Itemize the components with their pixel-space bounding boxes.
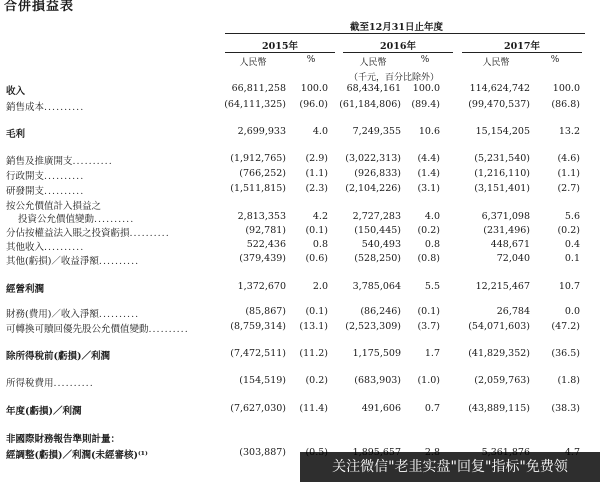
percent-cell: 10.7 xyxy=(558,281,580,292)
percent-cell: (2.9) xyxy=(305,153,328,164)
currency-header-2016: 人民幣 xyxy=(359,58,387,68)
amount-cell: (3,022,313) xyxy=(345,153,401,164)
row-label: 其他收入.......... xyxy=(6,242,85,253)
table-row xyxy=(0,403,600,416)
amount-cell: (303,887) xyxy=(239,447,286,458)
table-row xyxy=(0,281,600,294)
percent-cell: (1.4) xyxy=(417,168,440,179)
percent-cell: 0.4 xyxy=(564,239,580,250)
amount-cell: 68,434,161 xyxy=(346,83,401,94)
amount-cell: 26,784 xyxy=(496,306,530,317)
percent-cell: (96.0) xyxy=(299,99,328,110)
amount-cell: (85,867) xyxy=(245,306,286,317)
amount-cell: 66,811,258 xyxy=(231,83,286,94)
amount-cell: (8,759,314) xyxy=(230,321,286,332)
amount-cell: 491,606 xyxy=(361,403,401,414)
percent-cell: (0.1) xyxy=(417,306,440,317)
year-header-2015: 2015年 xyxy=(262,41,298,52)
percent-header-2016: % xyxy=(420,55,430,65)
amount-cell: 12,215,467 xyxy=(475,281,530,292)
amount-cell: 2,727,283 xyxy=(352,211,401,222)
percent-cell: (4.4) xyxy=(417,153,440,164)
percent-cell: 2.0 xyxy=(312,281,328,292)
amount-cell: 540,493 xyxy=(361,239,401,250)
amount-cell: (64,111,325) xyxy=(224,99,286,110)
table-row xyxy=(0,198,600,211)
amount-cell: 2,699,933 xyxy=(237,126,286,137)
table-row xyxy=(0,253,600,266)
percent-cell: 4.0 xyxy=(312,126,328,137)
percent-cell: 0.0 xyxy=(564,306,580,317)
percent-cell: 5.5 xyxy=(424,281,440,292)
percent-cell: (0.8) xyxy=(417,253,440,264)
row-label: 銷售成本.......... xyxy=(6,102,85,113)
amount-cell: (92,781) xyxy=(245,225,286,236)
table-row xyxy=(0,239,600,252)
percent-cell: 0.8 xyxy=(424,239,440,250)
row-label: 財務(費用)／收入淨額.......... xyxy=(6,309,140,320)
amount-cell: 3,785,064 xyxy=(352,281,401,292)
amount-cell: (2,104,226) xyxy=(345,183,401,194)
watermark-banner: 关注微信"老韭实盘"回复"指标"免费领 xyxy=(300,452,600,482)
table-row xyxy=(0,211,600,224)
amount-cell: (1,216,110) xyxy=(474,168,530,179)
amount-cell: (86,246) xyxy=(360,306,401,317)
amount-cell: (528,250) xyxy=(354,253,401,264)
percent-cell: 0.1 xyxy=(564,253,580,264)
row-label: 銷售及推廣開支.......... xyxy=(6,156,113,167)
percent-cell: (1.1) xyxy=(305,168,328,179)
table-row xyxy=(0,375,600,388)
table-row xyxy=(0,153,600,166)
percent-header-2017: % xyxy=(550,55,560,65)
row-label: 收入 xyxy=(6,86,26,97)
percent-cell: (0.6) xyxy=(305,253,328,264)
percent-cell: (38.3) xyxy=(551,403,580,414)
table-row xyxy=(0,126,600,139)
year-header-2017: 2017年 xyxy=(504,41,540,52)
year-rule-2015 xyxy=(225,52,335,53)
amount-cell: (5,231,540) xyxy=(474,153,530,164)
row-label: 經調整(虧損)／利潤(未經審核)⁽¹⁾ xyxy=(6,450,148,461)
amount-cell: (379,439) xyxy=(239,253,286,264)
amount-cell: 72,040 xyxy=(496,253,530,264)
amount-cell: (61,184,806) xyxy=(339,99,401,110)
amount-cell: 7,249,355 xyxy=(352,126,401,137)
percent-cell: (0.2) xyxy=(305,375,328,386)
unit-note: （千元，百分比除外） xyxy=(349,73,440,83)
period-header: 截至12月31日止年度 xyxy=(350,22,443,33)
percent-cell: (13.1) xyxy=(299,321,328,332)
percent-cell: 0.7 xyxy=(424,403,440,414)
row-label: 除所得稅前(虧損)／利潤 xyxy=(6,351,110,362)
row-label: 非國際財務報告準則計量： xyxy=(6,434,121,445)
percent-cell: (0.2) xyxy=(557,225,580,236)
row-label: 所得稅費用.......... xyxy=(6,378,94,389)
percent-cell: 4.0 xyxy=(424,211,440,222)
amount-cell: (3,151,401) xyxy=(474,183,530,194)
amount-cell: 448,671 xyxy=(490,239,530,250)
percent-cell: (86.8) xyxy=(551,99,580,110)
percent-cell: (11.2) xyxy=(299,348,328,359)
table-row xyxy=(0,321,600,334)
amount-cell: (43,889,115) xyxy=(468,403,530,414)
amount-cell: (683,903) xyxy=(354,375,401,386)
amount-cell: 15,154,205 xyxy=(475,126,530,137)
percent-cell: (3.7) xyxy=(417,321,440,332)
row-label: 其他(虧損)／收益淨額.......... xyxy=(6,256,140,267)
percent-header-2015: % xyxy=(306,55,316,65)
amount-cell: (1,511,815) xyxy=(230,183,286,194)
percent-cell: 13.2 xyxy=(558,126,580,137)
table-row xyxy=(0,225,600,238)
percent-cell: (2.7) xyxy=(557,183,580,194)
statement-title: 合併損益表 xyxy=(4,0,75,14)
percent-cell: 1.7 xyxy=(424,348,440,359)
percent-cell: (36.5) xyxy=(551,348,580,359)
table-row xyxy=(0,431,600,444)
amount-cell: 1,175,509 xyxy=(352,348,401,359)
amount-cell: 522,436 xyxy=(246,239,286,250)
table-row xyxy=(0,83,600,96)
year-rule-2016 xyxy=(343,52,453,53)
amount-cell: (7,627,030) xyxy=(230,403,286,414)
row-label: 分佔按權益法入賬之投資虧損.......... xyxy=(6,228,170,239)
row-label: 經營利潤 xyxy=(6,284,45,295)
amount-cell: (2,059,763) xyxy=(474,375,530,386)
row-label: 投資公允價值變動.......... xyxy=(18,214,135,225)
percent-cell: (89.4) xyxy=(411,99,440,110)
row-label: 年度(虧損)／利潤 xyxy=(6,406,82,417)
table-row xyxy=(0,306,600,319)
amount-cell: (231,496) xyxy=(483,225,530,236)
amount-cell: (1,912,765) xyxy=(230,153,286,164)
percent-cell: (0.2) xyxy=(417,225,440,236)
percent-cell: (0.1) xyxy=(305,225,328,236)
amount-cell: (926,833) xyxy=(354,168,401,179)
percent-cell: 10.6 xyxy=(418,126,440,137)
row-label: 研發開支.......... xyxy=(6,186,85,197)
percent-cell: (1.8) xyxy=(557,375,580,386)
percent-cell: (0.1) xyxy=(305,306,328,317)
percent-cell: 5.6 xyxy=(564,211,580,222)
year-rule-2017 xyxy=(462,52,582,53)
percent-cell: (47.2) xyxy=(551,321,580,332)
percent-cell: 100.0 xyxy=(300,83,328,94)
table-row xyxy=(0,183,600,196)
currency-header-2015: 人民幣 xyxy=(239,58,267,68)
amount-cell: (7,472,511) xyxy=(230,348,286,359)
amount-cell: (2,523,309) xyxy=(345,321,401,332)
amount-cell: (766,252) xyxy=(239,168,286,179)
row-label: 可轉換可贖回優先股公允價值變動.......... xyxy=(6,324,189,335)
year-header-2016: 2016年 xyxy=(380,41,416,52)
percent-cell: 100.0 xyxy=(552,83,580,94)
currency-header-2017: 人民幣 xyxy=(482,58,510,68)
amount-cell: (99,470,537) xyxy=(468,99,530,110)
header-rule-top xyxy=(225,33,585,34)
amount-cell: (54,071,603) xyxy=(468,321,530,332)
percent-cell: (2.3) xyxy=(305,183,328,194)
amount-cell: 114,624,742 xyxy=(469,83,530,94)
percent-cell: 0.8 xyxy=(312,239,328,250)
row-label: 毛利 xyxy=(6,129,26,140)
row-label: 按公允價值計入損益之 xyxy=(6,201,102,212)
percent-cell: 100.0 xyxy=(412,83,440,94)
amount-cell: (150,445) xyxy=(354,225,401,236)
percent-cell: (3.1) xyxy=(417,183,440,194)
amount-cell: (41,829,352) xyxy=(468,348,530,359)
amount-cell: 1,372,670 xyxy=(237,281,286,292)
table-row xyxy=(0,99,600,112)
amount-cell: (154,519) xyxy=(239,375,286,386)
row-label: 行政開支.......... xyxy=(6,171,85,182)
amount-cell: 6,371,098 xyxy=(481,211,530,222)
percent-cell: 4.2 xyxy=(312,211,328,222)
percent-cell: (4.6) xyxy=(557,153,580,164)
percent-cell: (1.0) xyxy=(417,375,440,386)
table-row xyxy=(0,168,600,181)
table-row xyxy=(0,348,600,361)
amount-cell: 2,813,353 xyxy=(237,211,286,222)
percent-cell: (11.4) xyxy=(299,403,328,414)
percent-cell: (1.1) xyxy=(557,168,580,179)
